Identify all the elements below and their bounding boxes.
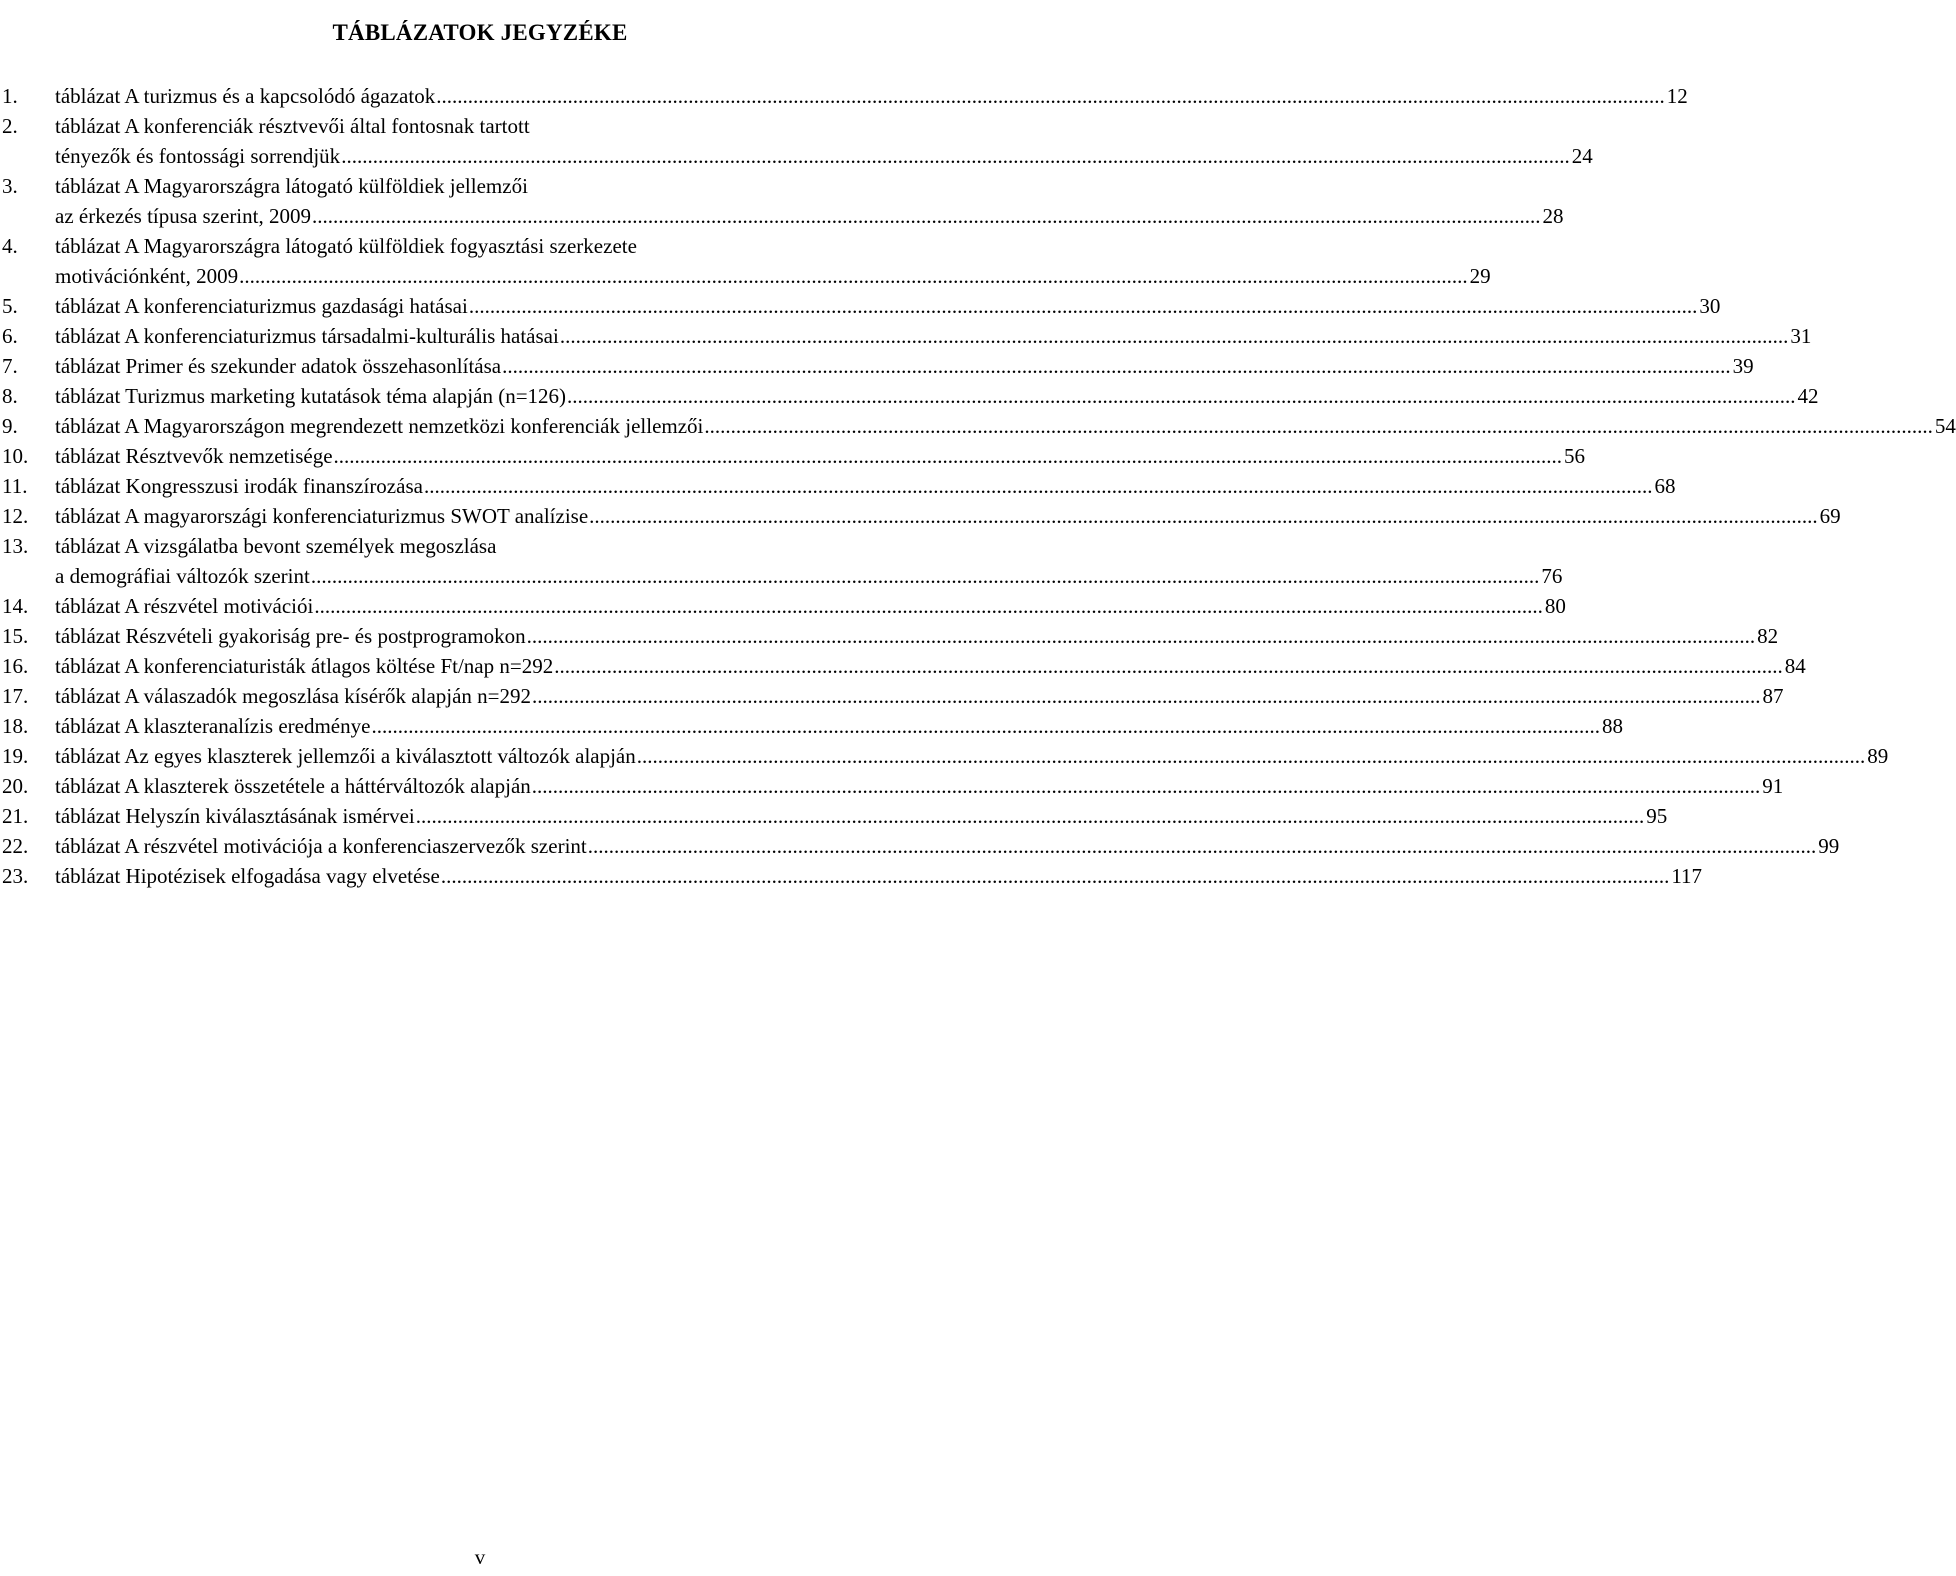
toc-entry-title: táblázat A turizmus és a kapcsolódó ágazatok bbox=[55, 84, 436, 108]
toc-dot-leader: .......................................................................................................................................................................................................................................... bbox=[423, 474, 1653, 498]
toc-entry-page: 87 bbox=[1762, 684, 1784, 708]
toc-entry-line bbox=[55, 801, 1668, 831]
toc-entry-title: táblázat A Magyarországra látogató külföldiek fogyasztási szerkezete bbox=[55, 234, 637, 258]
toc-entry-number: 8. bbox=[2, 384, 18, 408]
toc-entry-line bbox=[55, 711, 1623, 741]
toc-entry-page: 91 bbox=[1762, 774, 1784, 798]
toc-entry-number: 19. bbox=[2, 744, 29, 768]
toc-entry-number: 9. bbox=[2, 414, 18, 438]
toc-entry[interactable] bbox=[0, 171, 1564, 231]
toc-entry-line bbox=[55, 141, 1593, 171]
toc-entry-number: 11. bbox=[2, 474, 28, 498]
toc-entry-line bbox=[55, 561, 1563, 591]
toc-entry-line bbox=[55, 321, 1812, 351]
toc-entry-title: táblázat Helyszín kiválasztásának ismérvei bbox=[55, 804, 415, 828]
toc-entry-page: 39 bbox=[1732, 354, 1754, 378]
toc-dot-leader: .......................................................................................................................................................................................................................................... bbox=[468, 294, 1698, 318]
toc-entry-number: 1. bbox=[2, 84, 18, 108]
toc-entry[interactable] bbox=[0, 411, 1956, 441]
toc-entry[interactable] bbox=[0, 741, 1889, 771]
toc-entry-number: 7. bbox=[2, 354, 18, 378]
toc-entry-title: táblázat A magyarországi konferenciaturizmus SWOT analízise bbox=[55, 504, 589, 528]
toc-entry-title: a demográfiai változók szerint bbox=[55, 564, 310, 588]
toc-entry[interactable] bbox=[0, 501, 1841, 531]
toc-entry-line bbox=[55, 531, 953, 561]
toc-entry-line bbox=[55, 261, 1491, 291]
toc-entry-title: táblázat Hipotézisek elfogadása vagy elvetése bbox=[55, 864, 440, 888]
toc-dot-leader: .......................................................................................................................................................................................................................................... bbox=[415, 804, 1645, 828]
toc-dot-leader: .......................................................................................................................................................................................................................................... bbox=[532, 684, 1761, 708]
toc-entry-title: táblázat Az egyes klaszterek jellemzői a kiválasztott változók alapján bbox=[55, 744, 636, 768]
toc-entry-number: 13. bbox=[2, 534, 29, 558]
toc-dot-leader: .......................................................................................................................................................................................................................................... bbox=[531, 774, 1761, 798]
toc-entry[interactable] bbox=[0, 291, 1721, 321]
toc-entry-title: táblázat A konferenciaturizmus gazdasági hatásai bbox=[55, 294, 468, 318]
toc-entry-page: 31 bbox=[1790, 324, 1812, 348]
toc-dot-leader: .......................................................................................................................................................................................................................................... bbox=[436, 84, 1665, 108]
toc-dot-leader: .......................................................................................................................................................................................................................................... bbox=[333, 444, 1563, 468]
toc-entry-line bbox=[55, 441, 1586, 471]
toc-entry-title: táblázat A klaszteranalízis eredménye bbox=[55, 714, 371, 738]
toc-entry-title: az érkezés típusa szerint, 2009 bbox=[55, 204, 311, 228]
toc-entry[interactable] bbox=[0, 591, 1566, 621]
toc-entry-title: táblázat A konferenciaturizmus társadalmi-kulturális hatásai bbox=[55, 324, 559, 348]
toc-entry-line bbox=[55, 591, 1566, 621]
toc-dot-leader: .......................................................................................................................................................................................................................................... bbox=[239, 264, 1468, 288]
toc-dot-leader: .......................................................................................................................................................................................................................................... bbox=[440, 864, 1670, 888]
toc-entry-page: 88 bbox=[1601, 714, 1623, 738]
toc-entry-title: táblázat A válaszadók megoszlása kísérők alapján n=292 bbox=[55, 684, 532, 708]
toc-entry-number: 17. bbox=[2, 684, 29, 708]
toc-entry-line bbox=[55, 231, 953, 261]
toc-entry-number: 5. bbox=[2, 294, 18, 318]
toc-entry[interactable] bbox=[0, 321, 1812, 351]
toc-dot-leader: .......................................................................................................................................................................................................................................... bbox=[559, 324, 1789, 348]
toc-entry[interactable] bbox=[0, 771, 1784, 801]
toc-entry-number: 21. bbox=[2, 804, 29, 828]
toc-entry[interactable] bbox=[0, 471, 1676, 501]
toc-entry-number: 16. bbox=[2, 654, 29, 678]
toc-entry-title: táblázat A vizsgálatba bevont személyek megoszlása bbox=[55, 534, 497, 558]
toc-entry-page: 30 bbox=[1699, 294, 1721, 318]
toc-entry-page: 95 bbox=[1646, 804, 1668, 828]
toc-entry-title: táblázat Részvételi gyakoriság pre- és postprogramokon bbox=[55, 624, 526, 648]
toc-entry-number: 20. bbox=[2, 774, 29, 798]
toc-entry-line bbox=[55, 501, 1841, 531]
toc-entry-number: 12. bbox=[2, 504, 29, 528]
toc-dot-leader: .......................................................................................................................................................................................................................................... bbox=[567, 384, 1796, 408]
toc-entry-line bbox=[55, 81, 1688, 111]
toc-entry-title: táblázat A konferenciák résztvevői által fontosnak tartott bbox=[55, 114, 530, 138]
toc-entry-title: táblázat A klaszterek összetétele a háttérváltozók alapján bbox=[55, 774, 531, 798]
toc-dot-leader: .......................................................................................................................................................................................................................................... bbox=[314, 594, 1543, 618]
toc-entry-line bbox=[55, 861, 1703, 891]
toc-dot-leader: .......................................................................................................................................................................................................................................... bbox=[589, 504, 1818, 528]
toc-entry-line bbox=[55, 681, 1784, 711]
toc-entry-title: táblázat A Magyarországon megrendezett nemzetközi konferenciák jellemzői bbox=[55, 414, 704, 438]
toc-entry-page: 29 bbox=[1469, 264, 1491, 288]
toc-entry-line bbox=[55, 831, 1840, 861]
toc-entry[interactable] bbox=[0, 81, 1688, 111]
toc-entry-page: 84 bbox=[1784, 654, 1806, 678]
toc-entry-page: 56 bbox=[1564, 444, 1586, 468]
toc-entry-number: 14. bbox=[2, 594, 29, 618]
toc-dot-leader: .......................................................................................................................................................................................................................................... bbox=[311, 204, 1541, 228]
toc-entry-line bbox=[55, 291, 1721, 321]
toc-entry[interactable] bbox=[0, 531, 1563, 591]
toc-entry-page: 42 bbox=[1797, 384, 1819, 408]
toc-entry[interactable] bbox=[0, 351, 1754, 381]
toc-dot-leader: .......................................................................................................................................................................................................................................... bbox=[371, 714, 1600, 738]
toc-dot-leader: .......................................................................................................................................................................................................................................... bbox=[704, 414, 1933, 438]
toc-entry-page: 99 bbox=[1818, 834, 1840, 858]
toc-entry-line bbox=[55, 651, 1806, 681]
toc-entry-title: táblázat A Magyarországra látogató külföldiek jellemzői bbox=[55, 174, 528, 198]
page-number: v bbox=[474, 1545, 486, 1569]
toc-entry-number: 15. bbox=[2, 624, 29, 648]
toc-dot-leader: .......................................................................................................................................................................................................................................... bbox=[502, 354, 1731, 378]
toc-entry-page: 76 bbox=[1541, 564, 1563, 588]
toc-dot-leader: .......................................................................................................................................................................................................................................... bbox=[341, 144, 1570, 168]
toc-entry-title: tényezők és fontossági sorrendjük bbox=[55, 144, 341, 168]
toc-entry-line bbox=[55, 171, 953, 201]
toc-entry-title: táblázat A részvétel motivációi bbox=[55, 594, 314, 618]
toc-entry-title: táblázat A konferenciaturisták átlagos költése Ft/nap n=292 bbox=[55, 654, 554, 678]
toc-entry-number: 3. bbox=[2, 174, 18, 198]
toc-entry[interactable] bbox=[0, 381, 1819, 411]
toc-dot-leader: .......................................................................................................................................................................................................................................... bbox=[636, 744, 1866, 768]
toc-entry[interactable] bbox=[0, 711, 1623, 741]
toc-entry-page: 89 bbox=[1867, 744, 1889, 768]
toc-entry-page: 24 bbox=[1571, 144, 1593, 168]
toc-entry[interactable] bbox=[0, 111, 1593, 171]
toc-entry-page: 117 bbox=[1671, 864, 1703, 888]
toc-entry-page: 82 bbox=[1757, 624, 1779, 648]
toc-entry-number: 2. bbox=[2, 114, 18, 138]
toc-entry-page: 69 bbox=[1819, 504, 1841, 528]
toc-entry[interactable] bbox=[0, 621, 1779, 651]
toc-entry-line bbox=[55, 201, 1564, 231]
toc-dot-leader: .......................................................................................................................................................................................................................................... bbox=[310, 564, 1540, 588]
toc-entry-line bbox=[55, 471, 1676, 501]
toc-entry-title: motivációnként, 2009 bbox=[55, 264, 239, 288]
table-of-contents-list bbox=[0, 81, 1956, 891]
toc-entry-number: 18. bbox=[2, 714, 29, 738]
toc-entry-page: 68 bbox=[1654, 474, 1676, 498]
toc-entry-line bbox=[55, 111, 953, 141]
toc-entry-number: 23. bbox=[2, 864, 29, 888]
toc-dot-leader: .......................................................................................................................................................................................................................................... bbox=[554, 654, 1783, 678]
toc-entry-page: 80 bbox=[1544, 594, 1566, 618]
toc-entry-title: táblázat A részvétel motivációja a konferenciaszervezők szerint bbox=[55, 834, 587, 858]
toc-entry-title: táblázat Résztvevők nemzetisége bbox=[55, 444, 333, 468]
toc-entry-line bbox=[55, 381, 1819, 411]
toc-entry[interactable] bbox=[0, 231, 1491, 291]
toc-entry-title: táblázat Turizmus marketing kutatások téma alapján (n=126) bbox=[55, 384, 567, 408]
toc-entry-title: táblázat Primer és szekunder adatok összehasonlítása bbox=[55, 354, 502, 378]
toc-entry[interactable] bbox=[0, 801, 1668, 831]
toc-entry-line bbox=[55, 741, 1889, 771]
page-title: TÁBLÁZATOK JEGYZÉKE bbox=[332, 20, 628, 46]
toc-dot-leader: .......................................................................................................................................................................................................................................... bbox=[587, 834, 1817, 858]
toc-entry-line bbox=[55, 771, 1784, 801]
toc-entry-title: táblázat Kongresszusi irodák finanszírozása bbox=[55, 474, 423, 498]
toc-entry-line bbox=[55, 351, 1754, 381]
toc-entry[interactable] bbox=[0, 651, 1806, 681]
toc-entry-page: 54 bbox=[1934, 414, 1956, 438]
toc-entry-number: 22. bbox=[2, 834, 29, 858]
toc-dot-leader: .......................................................................................................................................................................................................................................... bbox=[526, 624, 1756, 648]
toc-entry-line bbox=[55, 411, 1956, 441]
toc-entry-page: 12 bbox=[1666, 84, 1688, 108]
toc-entry-page: 28 bbox=[1542, 204, 1564, 228]
toc-entry-number: 6. bbox=[2, 324, 18, 348]
toc-entry[interactable] bbox=[0, 831, 1840, 861]
toc-entry-number: 4. bbox=[2, 234, 18, 258]
toc-entry[interactable] bbox=[0, 681, 1784, 711]
toc-entry[interactable] bbox=[0, 861, 1703, 891]
toc-entry[interactable] bbox=[0, 441, 1586, 471]
toc-entry-number: 10. bbox=[2, 444, 29, 468]
toc-entry-line bbox=[55, 621, 1779, 651]
